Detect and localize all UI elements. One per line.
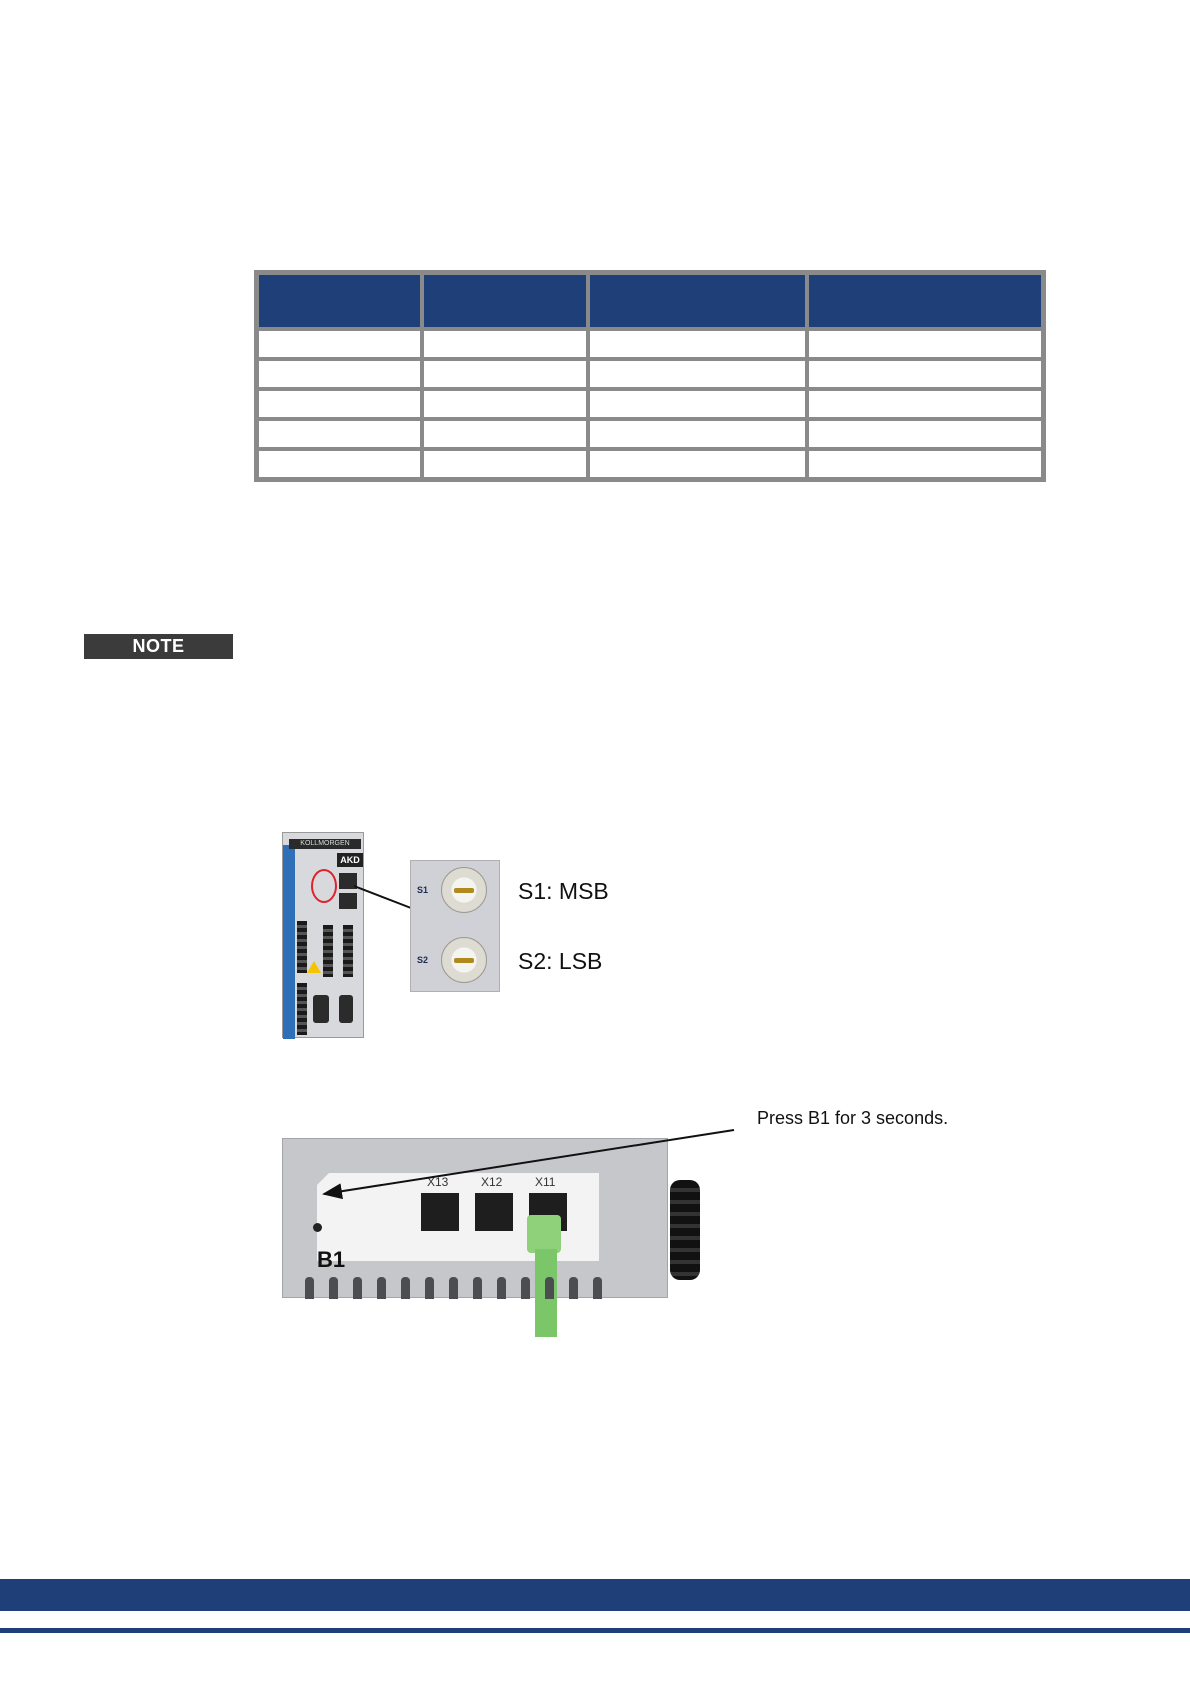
table-cell: [257, 389, 422, 419]
b1-label: B1: [317, 1247, 346, 1272]
table-cell: [588, 419, 807, 449]
b1-button-figure: [282, 1100, 982, 1300]
callout-arrow: [282, 1100, 982, 1300]
port-label: X11: [535, 1175, 556, 1189]
s1-label: S1: MSB: [518, 878, 609, 904]
table-cell: [588, 359, 807, 389]
address-table: [254, 270, 1046, 482]
table-cell: [807, 389, 1043, 419]
table-cell: [422, 359, 587, 389]
table-cell: [257, 419, 422, 449]
table-header-cell: [422, 273, 587, 329]
rotary-switch-panel: [410, 860, 500, 992]
table-row: [257, 329, 1043, 359]
table-cell: [588, 389, 807, 419]
table-cell: [257, 449, 422, 479]
table-header-cell: [257, 273, 422, 329]
drive-model-logo: AKD: [337, 853, 363, 867]
table-cell: [807, 449, 1043, 479]
table-cell: [807, 329, 1043, 359]
table-cell: [257, 359, 422, 389]
table-cell: [422, 329, 587, 359]
footer-bar: [0, 1579, 1190, 1611]
table-row: [257, 389, 1043, 419]
rotary-switch-figure: [280, 830, 640, 1040]
port-label: X12: [481, 1175, 503, 1189]
drive-brand-logo: KOLLMORGEN: [289, 839, 361, 849]
table-header-cell: [807, 273, 1043, 329]
s2-tag: S2: [417, 955, 429, 965]
table-row: [257, 419, 1043, 449]
table-cell: [422, 389, 587, 419]
press-b1-callout: Press B1 for 3 seconds.: [757, 1108, 949, 1128]
port-label: X13: [427, 1175, 449, 1189]
s1-tag: S1: [417, 885, 429, 895]
table-header-cell: [588, 273, 807, 329]
s2-label: S2: LSB: [518, 948, 603, 974]
footer-rule: [0, 1628, 1190, 1633]
table-row: [257, 449, 1043, 479]
note-badge: NOTE: [84, 634, 233, 659]
table-cell: [807, 419, 1043, 449]
table-cell: [588, 329, 807, 359]
table-cell: [588, 449, 807, 479]
table-cell: [257, 329, 422, 359]
table-header-row: [257, 273, 1043, 329]
table-cell: [807, 359, 1043, 389]
table-cell: [422, 449, 587, 479]
table-row: [257, 359, 1043, 389]
table-cell: [422, 419, 587, 449]
rotary-dial-s1: [441, 867, 487, 913]
rotary-dial-s2: [441, 937, 487, 983]
